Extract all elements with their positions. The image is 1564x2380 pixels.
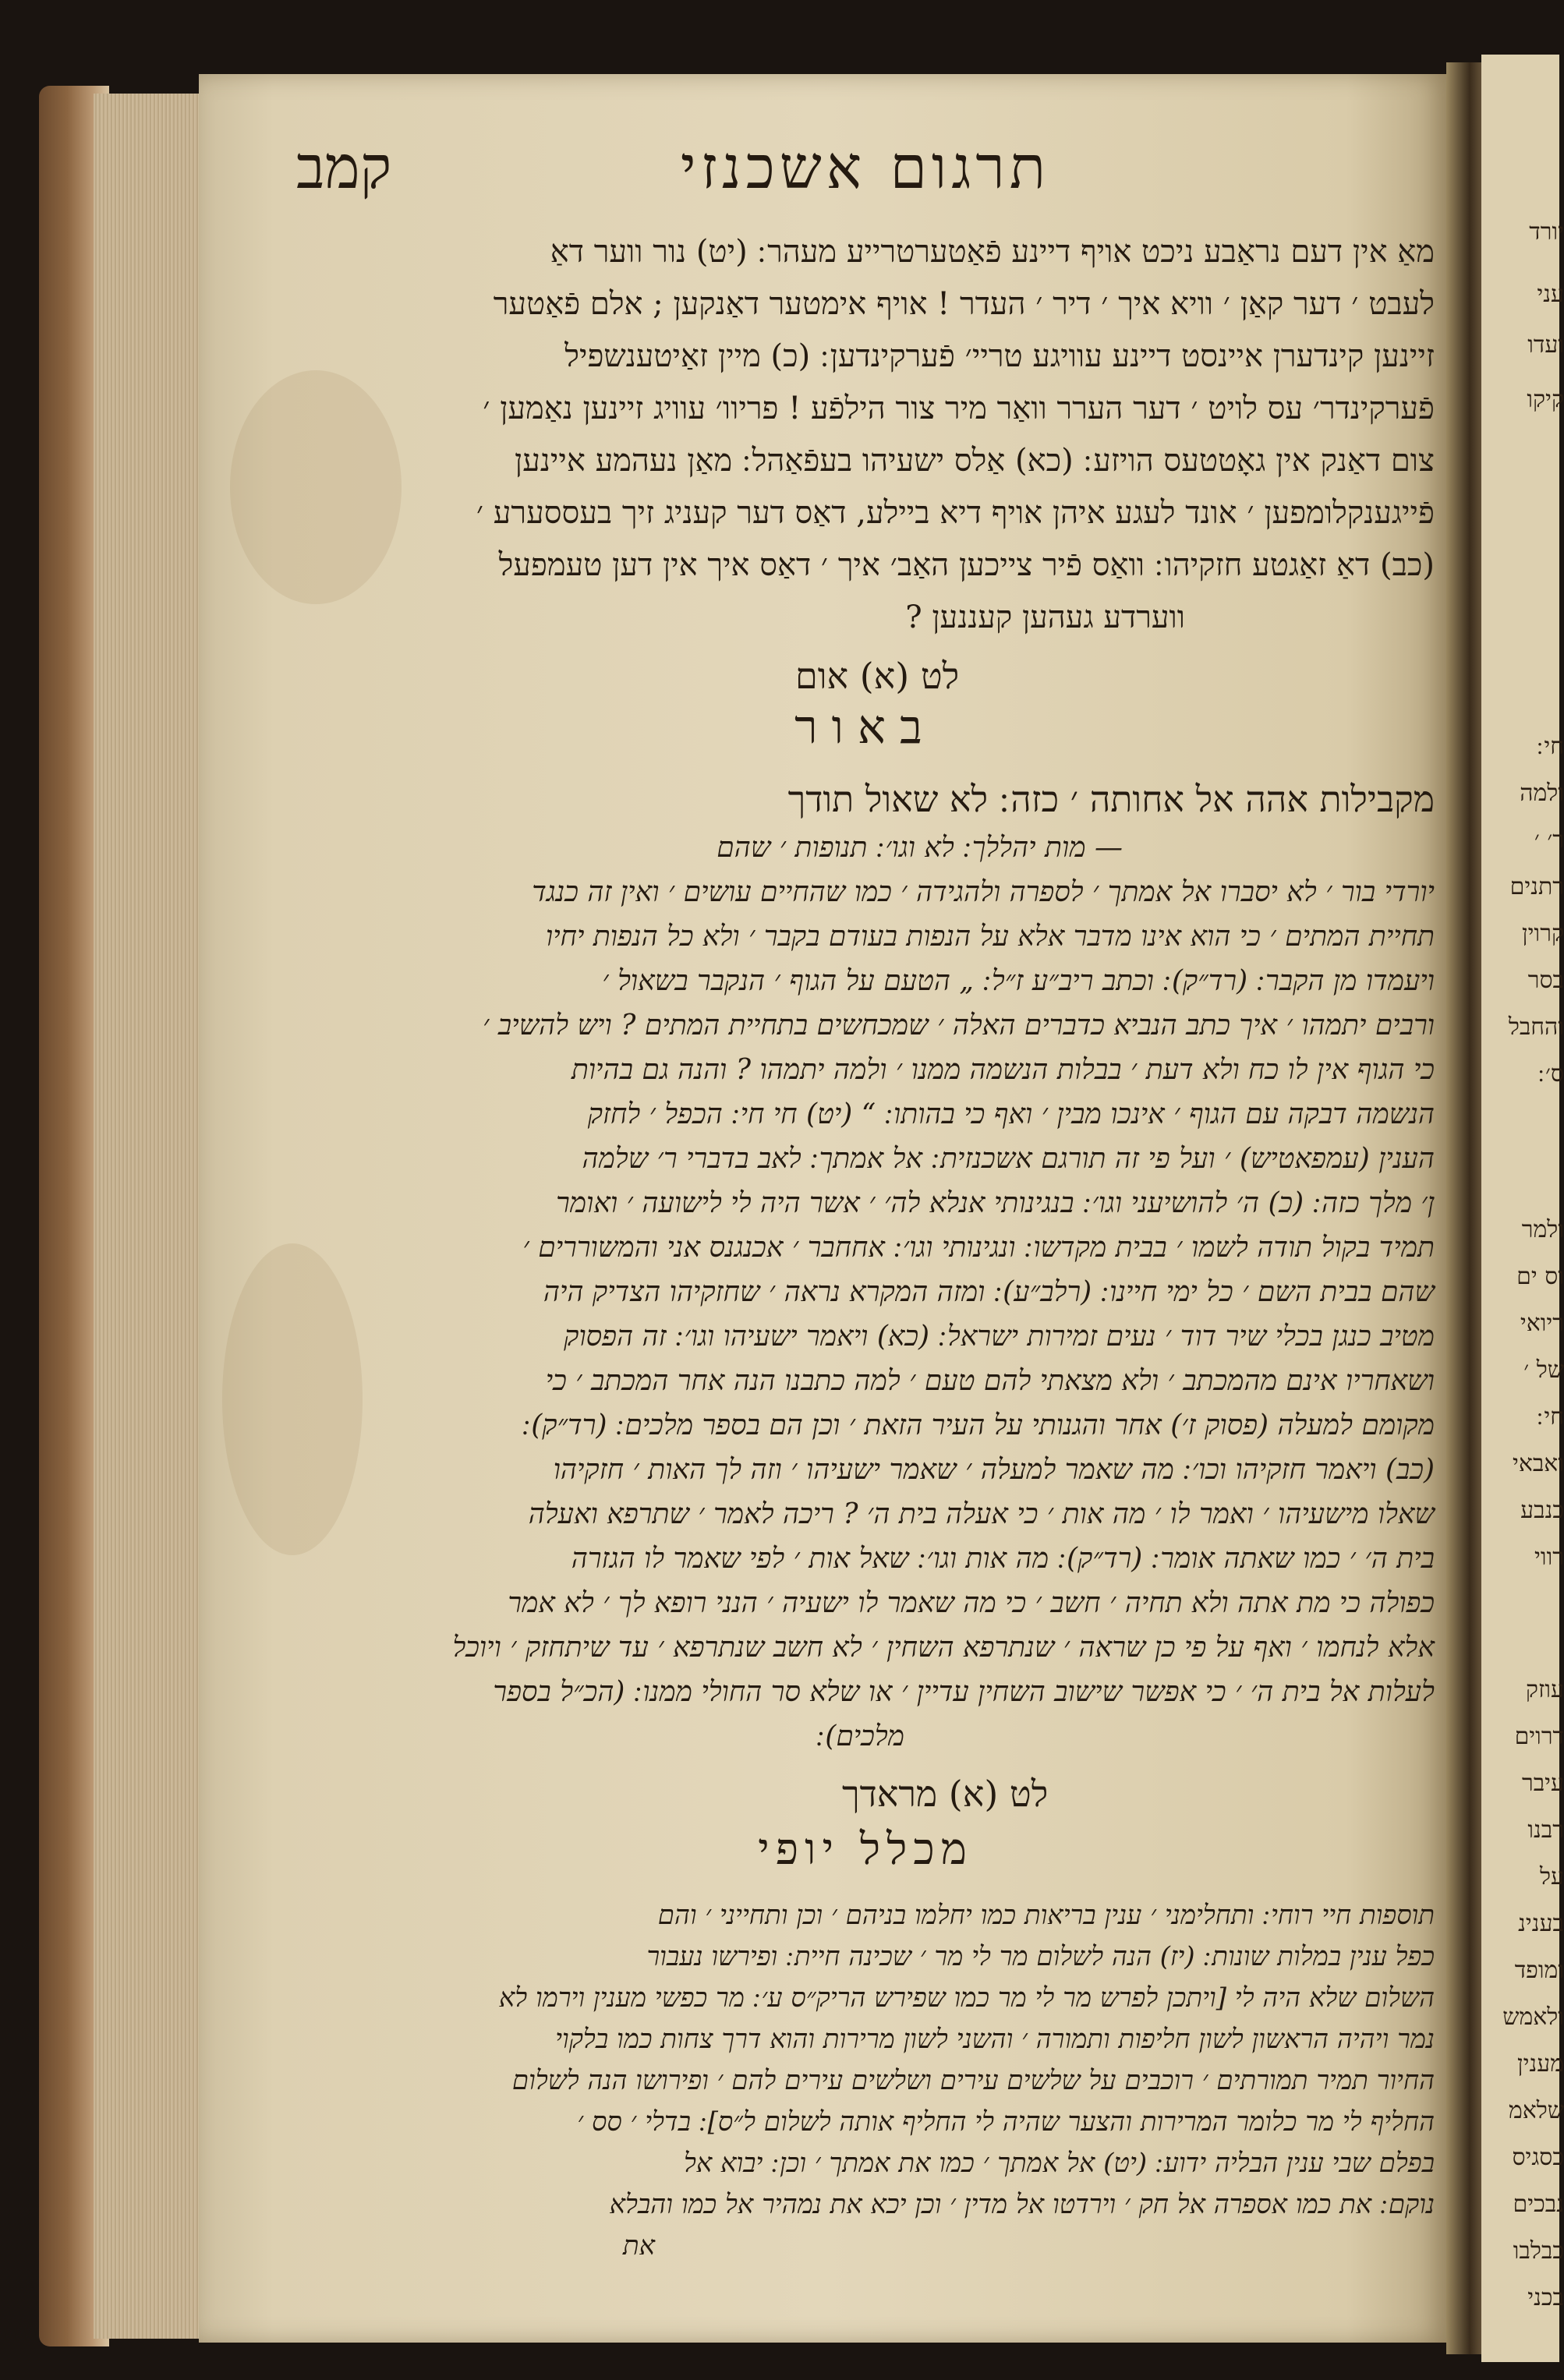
biur-heading: באור	[794, 700, 936, 755]
facing-text: חי ׃	[1536, 733, 1564, 760]
commentary-line: מלכים) ׃	[816, 1720, 904, 1752]
commentary-line: הענין (עמפאטיש) ׳ ועל פי זה תורגם אשכנזית ׃ אל אמתך ׃ לאב בדברי ר׳ שלמה	[582, 1143, 1435, 1175]
facing-text: ולמר	[1521, 1216, 1564, 1243]
facing-text: בסר	[1527, 967, 1564, 994]
facing-text: כבלבו	[1513, 2237, 1564, 2265]
page-title: תרגום אשכנזי	[680, 133, 1051, 202]
facing-text: ריואי	[1520, 1310, 1564, 1337]
facing-text: רבנו	[1527, 1816, 1564, 1844]
facing-text: מענין	[1516, 2050, 1564, 2078]
facing-text: דרוים	[1514, 1723, 1564, 1750]
facing-text: ולמה	[1520, 780, 1564, 807]
commentary-line: תוספות חיי רוחי ׃ ותחלימני ׳ ענין בריאות כמו יחלמו בניהם ׳ וכן ותחייני ׳ והם	[657, 1900, 1435, 1931]
facing-text: קרוין	[1522, 920, 1564, 947]
commentary-line: ויעמדו מן הקבר ׃ (רד״ק) ׃ וכתב ריב״ע ז״ל ׃ „ הטעם על הגוף ׳ הנקבר בשאול ׳	[602, 965, 1435, 997]
commentary-line: מטיב כנגן בכלי שיר דוד ׳ נעים זמירות ישראל ׃ (כא) ויאמר ישעיהו וגו׳ ׃ זה הפסוק	[564, 1321, 1435, 1353]
running-head	[296, 133, 1435, 226]
commentary-line: החיור תמיר תמורתים ׳ רוכבים על שלשים עירים ושלשים עירים להם ׳ ופירושו הנה לשלום	[511, 2065, 1435, 2096]
commentary-line: ושאחריו אינם מהמכתב ׳ ולא מצאתי להם טעם ׳ למה כתבנו הנה אחר המכתב ׳ כי	[545, 1365, 1435, 1397]
michlal-yofi-commentary	[296, 1895, 1435, 2267]
text-line: פֿערקינדר׳ עס לויט ׳ דער הערר וואַר מיר צור הילפֿע ! פריוו׳ עוויג זיינען נאַמען ׳	[483, 391, 1435, 426]
facing-text: יורד	[1529, 218, 1564, 246]
commentary-line: כפל ענין במלות שונות ׃ (יז) הנה לשלום מר לי מר ׳ שכינה חיית ׃ ופירשו נעבור	[646, 1941, 1435, 1972]
facing-text: ואבאי	[1512, 1450, 1564, 1477]
commentary-lemma: מקבילות אהה אל אחותה ׳ כזה ׃ לא שאול תודך	[787, 778, 1435, 820]
facing-text: של ׳	[1523, 1356, 1564, 1384]
commentary-line: בפלם שבי ענין הבליה ידוע ׃ (יט) אל אמתך ׳ כמו את אמתך ׳ וכן ׃ יבוא אל	[683, 2148, 1435, 2179]
commentary-line: תמיד בקול תודה לשמו ׳ בבית מקדשו ׃ ונגינותי וגו׳ ׃ אחחבר ׳ אכנגנס אני והמשוררים ׳	[522, 1232, 1435, 1264]
text-line: צום דאַנק אין גאָטטעס הויזע ׃ (כא) אַלס ישעיהו בעפֿאַהל ׃ מאַן נעהמע איינען	[515, 443, 1435, 479]
facing-text: בענינ	[1518, 1910, 1564, 1937]
commentary-line: בית ה׳ ׳ כמו שאתה אומר ׃ (רד״ק) ׃ מה אות וגו׳ ׃ שאל אות ׳ לפי שאמר לו הגזרה	[571, 1543, 1435, 1575]
page-edges	[94, 94, 211, 2339]
commentary-line: נוקם ׃ את כמו אספרה אל חק ׳ וירדטו אל מדין ׳ וכן יכא את נמהיר אל כמו והבלא	[609, 2189, 1435, 2220]
biur-commentary	[296, 773, 1435, 1759]
text-line: (כב) דאַ זאַגטע חזקיהו ׃ וואַס פֿיר צייכען האַב׳ איך ׳ דאַס איך אין דען טעמפעל	[498, 547, 1435, 583]
facing-text: עוזק	[1525, 1676, 1564, 1703]
text-line: ווערדע געהען קעננען ?	[905, 599, 1185, 635]
facing-text: ועדו	[1527, 331, 1564, 359]
facing-text: בכני	[1527, 2284, 1564, 2311]
commentary-line: (כב) ויאמר חזקיהו וכו׳ ׃ מה שאמר למעלה ׳ שאמר ישעיהו ׳ וזה לך האות ׳ חזקיהו	[553, 1454, 1435, 1486]
michlal-yofi-heading: מכלל יופי	[758, 1824, 973, 1875]
facing-text: והחבל	[1508, 1013, 1564, 1041]
facing-text: וס ים	[1516, 1263, 1564, 1290]
commentary-line: מקומם למעלה (פסוק ז׳) אחר והגנותי על העיר הזאת ׳ וכן הם בספר מלכים ׃ (רד״ק) ׃	[522, 1409, 1435, 1441]
commentary-line: הנשמה דבקה עם הגוף ׳ אינכו מבין ׳ ואף כי בהותו ׃ “ (יט) חי חי ׃ הכפל ׳ לחזק	[587, 1098, 1435, 1130]
commentary-line: נמר ויהיה הראשון לשון חליפות ותמורה ׳ והשני לשון מרירות והוא דרך צחות כמו בלקוי	[555, 2024, 1435, 2055]
facing-text: כנבע	[1520, 1497, 1564, 1524]
commentary-line: ורבים יתמהו ׳ איך כתב הנביא כדברים האלה ׳ שמכחשים בתחיית המתים ? ויש להשיב ׳	[483, 1010, 1435, 1041]
commentary-line: — מות יהללך ׃ לא וגו׳ ׃ תנופות ׳ שהם	[717, 832, 1123, 864]
text-line: לעבט ׳ דער קאַן ׳ וויא איך ׳ דיר ׳ העדר ! אויף אימטער דאַנקען ; אלם פֿאַטער	[493, 286, 1435, 322]
facing-text: נבכים	[1513, 2191, 1564, 2218]
facing-text: ומופד	[1514, 1957, 1564, 1984]
facing-text: עיבר	[1521, 1770, 1564, 1797]
facing-text: ר׳ ׳	[1534, 826, 1564, 854]
commentary-line: אלא לנחמו ׳ ואף על פי כן שראה ׳ שנתרפא השחין ׳ לא חשב שנתרפא ׳ עד שיתחזק ׳ ויוכל	[452, 1632, 1435, 1664]
facing-text: חי ׃	[1536, 1403, 1564, 1430]
catchword-top: לט (א) אום	[795, 655, 960, 697]
commentary-line: ן׳ מלך כזה ׃ (כ) ה׳ להושיעני וגו׳ ׃ בנגינותי אנלא לה׳ ׳ אשר היה לי לישועה ׳ ואומר	[556, 1187, 1435, 1219]
facing-text: רווי	[1534, 1544, 1564, 1571]
commentary-line: שהם בבית השם ׳ כל ימי חיינו ׃ (רלב״ע) ׃ ומזה המקרא נראה ׳ שחזקיהו הצדיק היה	[543, 1276, 1435, 1308]
commentary-line: תחיית המתים ׳ כי הוא אינו מדבר אלא על הנפות בעודם בקבר ׳ ולא כל הנפות יחיו	[546, 921, 1435, 953]
commentary-line: לעלות אל בית ה׳ ׳ כי אפשר שישוב השחין עדיין ׳ או שלא סר החולי ממנו ׃ (הכ״ל בספר	[493, 1676, 1435, 1708]
commentary-line: החליף לי מר כלומר המרירות והצער שהיה לי החליף אותה לשלום ל״ס] ׃ בדלי ׳ סס ׳	[577, 2106, 1435, 2138]
facing-text: עני	[1537, 281, 1564, 308]
facing-text: כסגיס	[1512, 2144, 1564, 2171]
commentary-line: כי הגוף אין לו כח ולא דעת ׳ בבלות הנשמה ממנו ׳ ולמה יתמהו ? והנה גם בהיות	[571, 1054, 1435, 1086]
commentary-line: השלום שלא היה לי [ויתכן לפרש מר לי מר כמו שפירש הריק״ס ע׳ ׃ מר כפשי מענין וירמו לא	[498, 1982, 1435, 2014]
facing-text: קיקו	[1527, 386, 1564, 413]
commentary-line: שאלו מישעיהו ׳ ואמר לו ׳ מה אות ׳ כי אעלה בית ה׳ ? ריכה לאמר ׳ שתרפא ואעלה	[528, 1498, 1435, 1530]
text-line: פֿייגענקלומפען ׳ אונד לעגע איהן אויף דיא ביילע, דאַס דער קעניג זיך בעססערע ׳	[476, 495, 1435, 531]
book-gutter	[1446, 62, 1485, 2354]
facing-text: רתנים	[1509, 873, 1564, 900]
text-line: זיינען קינדערן איינסט דיינע עוויגע טריי׳ פֿערקינדען ׃ (כ) מיין זאַיטענשפיל	[564, 338, 1435, 374]
folio-number: קמב	[296, 133, 392, 202]
catchword-bottom: לט (א) מראדך	[842, 1773, 1049, 1815]
page-content	[296, 133, 1435, 2267]
commentary-line: את	[622, 2230, 655, 2262]
facing-text: ס׳ ׃	[1537, 1060, 1564, 1087]
facing-text: שלאמ	[1508, 2097, 1564, 2124]
commentary-line: יורדי בור ׳ לא יסברו אל אמתך ׳ לספרה ולהגידה ׳ כמו שהחיים עושים ׳ ואין זה כנגד	[532, 876, 1435, 908]
text-line: מאַ אין דעם נראַבע ניכט אויף דיינע פֿאַטערטרייע מעהר ׃ (יט) נור ווער דאַ	[550, 234, 1435, 270]
facing-text: על	[1539, 1863, 1564, 1890]
facing-page-fragment	[1481, 55, 1564, 2362]
translation-text	[296, 226, 1435, 644]
commentary-line: כפולה כי מת אתה ולא תחיה ׳ חשב ׳ כי מה שאמר לו ישעיה ׳ הנני רופא לך ׳ לא אמר	[508, 1587, 1435, 1619]
facing-text: ולאמש	[1502, 2003, 1564, 2031]
